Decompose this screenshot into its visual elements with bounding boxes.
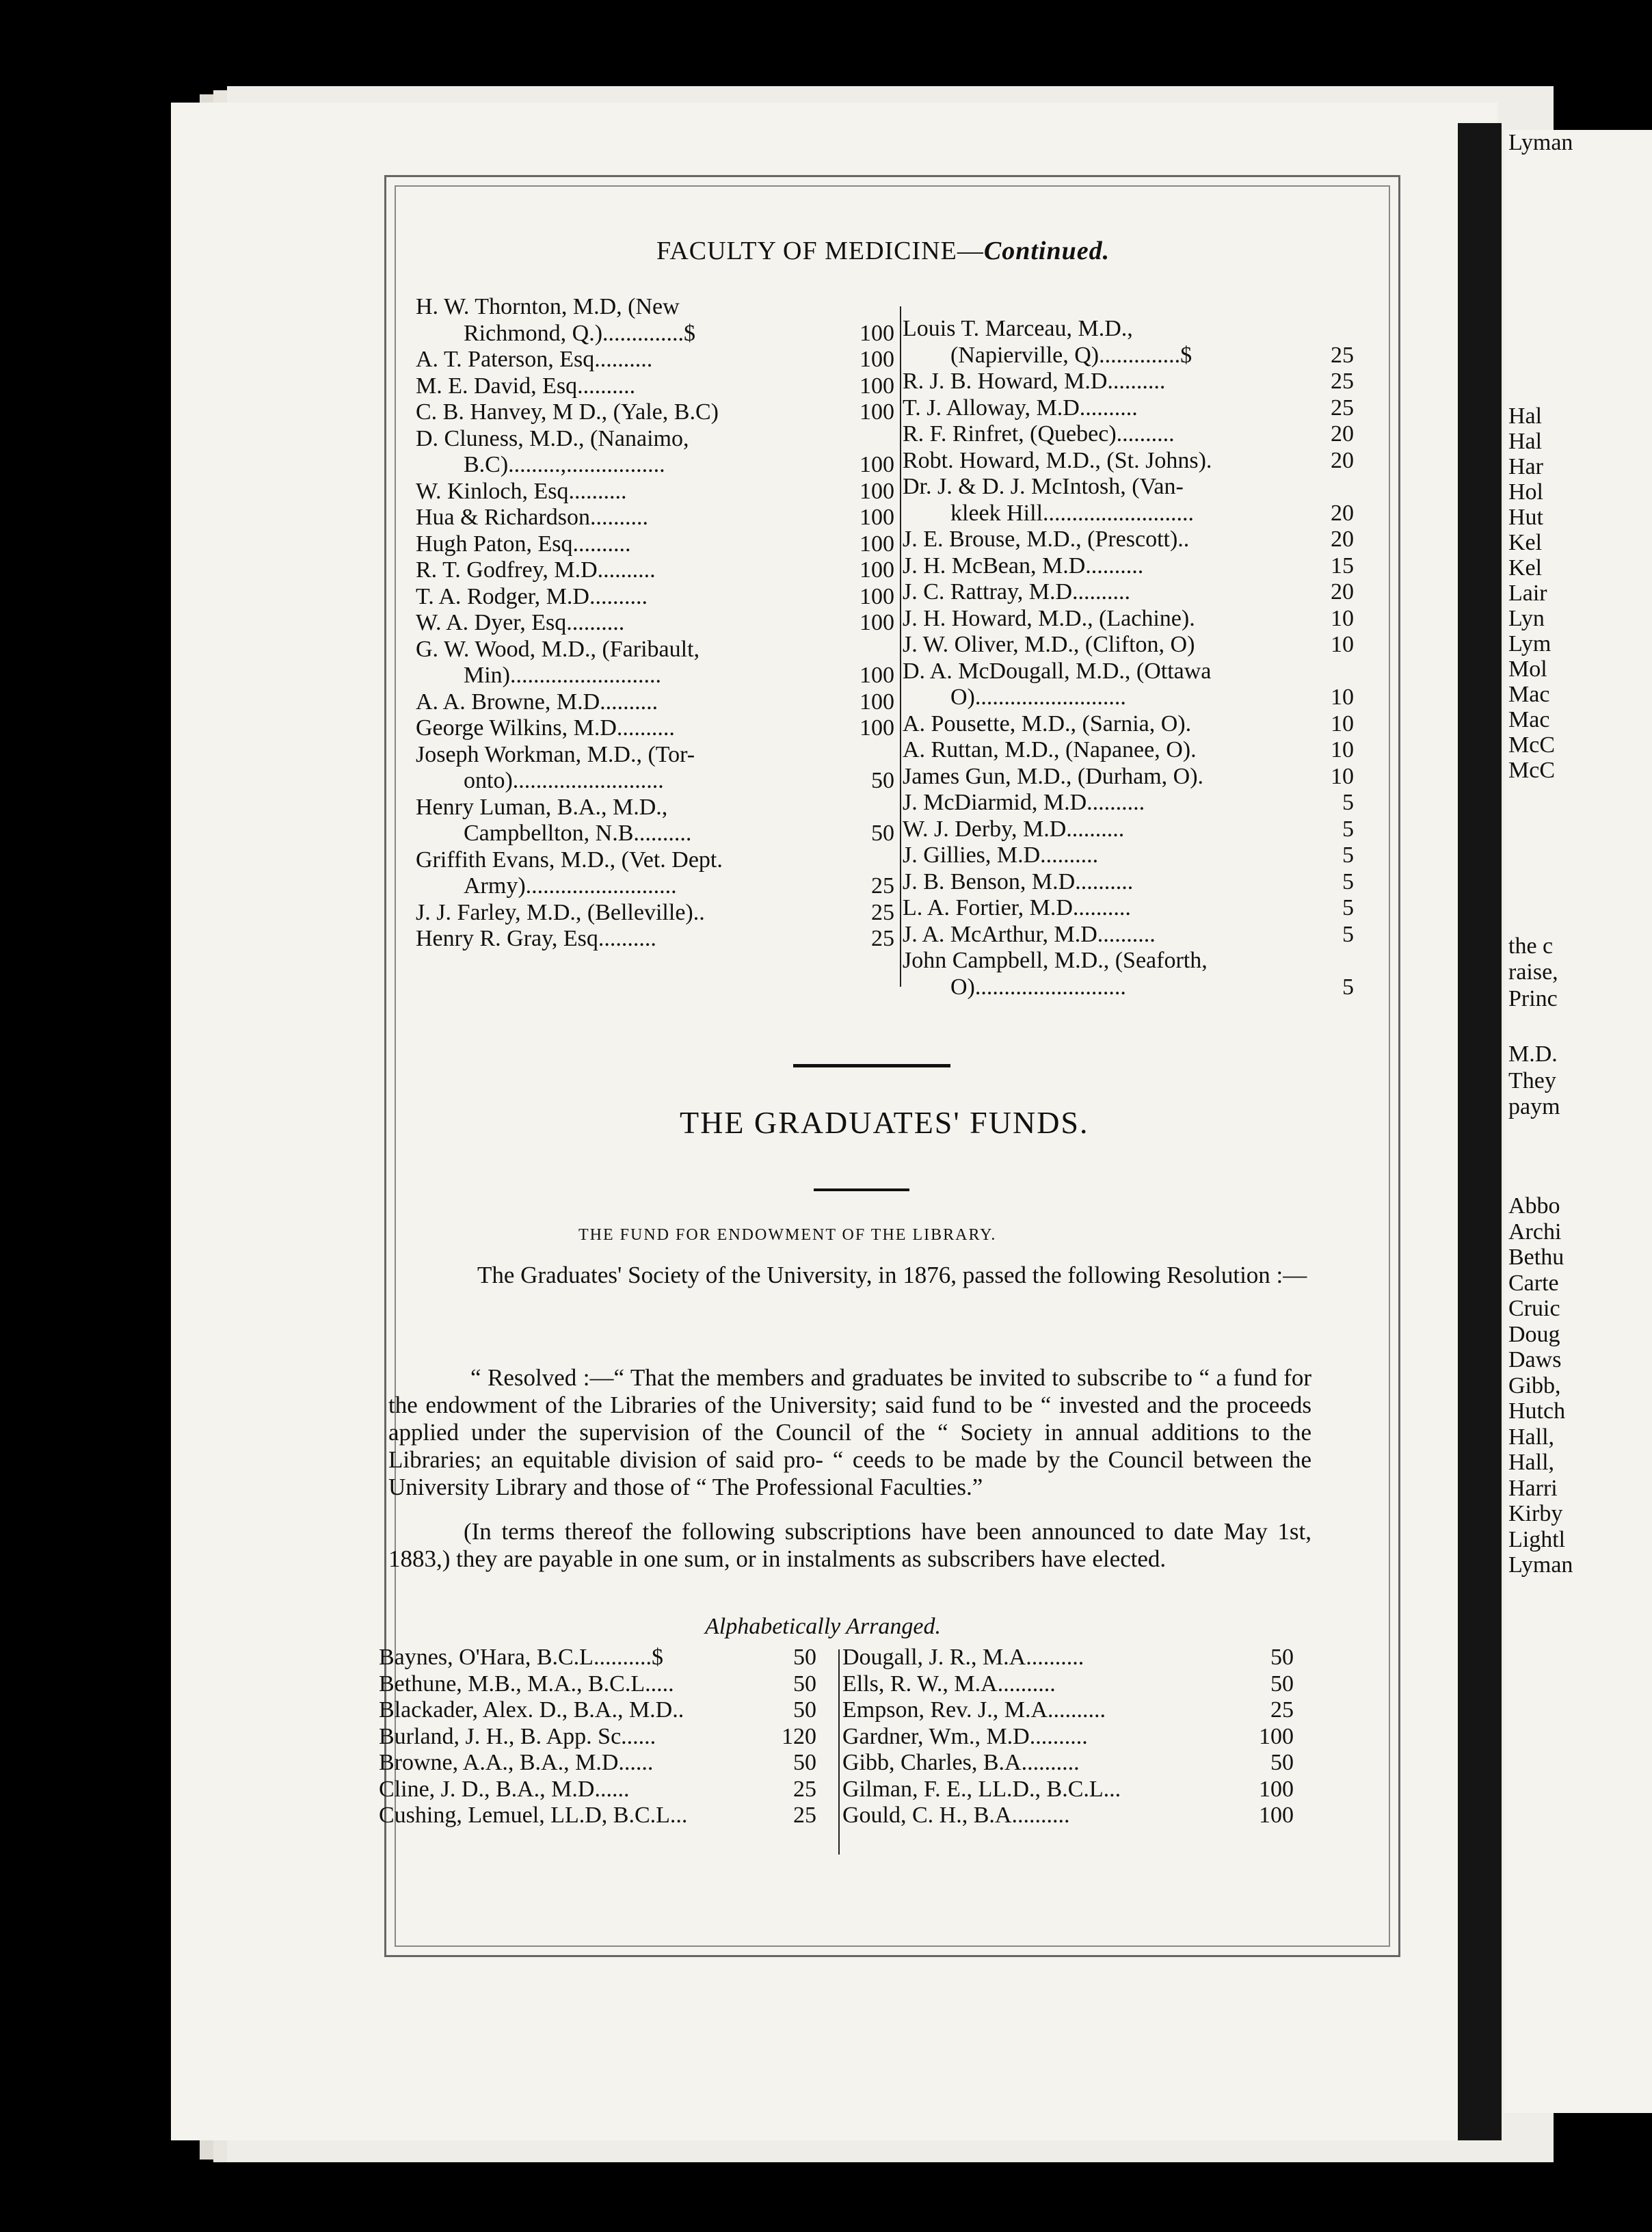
- entry-amount: 50: [793, 1645, 816, 1670]
- list-item: [903, 316, 1354, 343]
- entry-name: Cline, J. D., B.A., M.D......: [379, 1776, 630, 1802]
- entry-name: onto)..........................: [464, 768, 664, 793]
- entry-name: W. A. Dyer, Esq..........: [416, 610, 625, 635]
- entry-name: J. W. Oliver, M.D., (Clifton, O): [903, 632, 1195, 657]
- adjacent-text-fragment: Hal: [1508, 429, 1543, 454]
- entry-amount: 10: [1331, 632, 1354, 657]
- adjacent-text-fragment: Archi: [1508, 1219, 1562, 1245]
- subscription-divider: [838, 1649, 840, 1855]
- list-item: [903, 790, 1354, 816]
- entry-name: Min)..........................: [464, 663, 661, 688]
- adjacent-text-fragment: Hal: [1508, 403, 1543, 429]
- entry-name: George Wilkins, M.D..........: [416, 715, 675, 741]
- adjacent-text-fragment: Har: [1508, 454, 1543, 479]
- list-item: [416, 900, 894, 927]
- entry-amount: 50: [1270, 1750, 1294, 1775]
- adjacent-text-fragment: Hall,: [1508, 1450, 1555, 1475]
- entry-amount: 100: [860, 373, 894, 399]
- entry-amount: 20: [1331, 527, 1354, 552]
- adjacent-text-fragment: Princ: [1508, 986, 1558, 1011]
- list-item: [379, 1645, 816, 1671]
- entry-amount: 100: [860, 663, 894, 688]
- entry-name: J. C. Rattray, M.D..........: [903, 579, 1131, 604]
- list-item: [842, 1671, 1294, 1698]
- adjacent-text-fragment: Carte: [1508, 1270, 1559, 1296]
- entry-name: Joseph Workman, M.D., (Tor-: [416, 741, 695, 767]
- entry-amount: 100: [860, 557, 894, 583]
- adjacent-text-fragment: Abbo: [1508, 1193, 1560, 1219]
- entry-name: J. H. Howard, M.D., (Lachine).: [903, 605, 1195, 631]
- list-item: [903, 395, 1354, 422]
- entry-amount: 15: [1331, 553, 1354, 579]
- adjacent-text-fragment: Mol: [1508, 656, 1547, 682]
- entry-name: Hugh Paton, Esq..........: [416, 531, 631, 557]
- list-item: [903, 343, 1354, 369]
- entry-name: J. B. Benson, M.D..........: [903, 868, 1134, 894]
- heading-main: FACULTY OF MEDICINE—: [656, 237, 984, 265]
- list-item: [416, 663, 894, 689]
- entry-amount: 100: [1259, 1776, 1294, 1802]
- entry-amount: 50: [793, 1750, 816, 1775]
- adjacent-text-fragment: Lyman: [1508, 1552, 1573, 1578]
- entry-name: Griffith Evans, M.D., (Vet. Dept.: [416, 847, 723, 873]
- list-item: [416, 821, 894, 847]
- entry-name: T. J. Alloway, M.D..........: [903, 395, 1138, 421]
- entry-name: Empson, Rev. J., M.A..........: [842, 1697, 1106, 1723]
- list-item: [842, 1750, 1294, 1777]
- list-item: [903, 869, 1354, 896]
- entry-name: Campbellton, N.B..........: [464, 821, 692, 846]
- list-item: [416, 557, 894, 584]
- list-item: [379, 1750, 816, 1777]
- list-item: [842, 1724, 1294, 1751]
- entry-name: H. W. Thornton, M.D, (New: [416, 294, 680, 319]
- entry-amount: 50: [871, 768, 894, 793]
- list-item: [903, 711, 1354, 738]
- entry-amount: 25: [793, 1776, 816, 1802]
- list-item: [842, 1697, 1294, 1724]
- entry-amount: 10: [1331, 710, 1354, 736]
- adjacent-text-fragment: They: [1508, 1068, 1556, 1093]
- alphabetical-heading: Alphabetically Arranged.: [705, 1614, 941, 1639]
- entry-amount: 25: [1331, 342, 1354, 368]
- entry-amount: 25: [871, 873, 894, 899]
- entry-amount: 100: [860, 399, 894, 425]
- entry-name: (Napierville, Q)..............$: [950, 342, 1193, 368]
- list-item: [903, 448, 1354, 475]
- adjacent-text-fragment: Kel: [1508, 530, 1543, 555]
- entry-amount: 50: [1270, 1671, 1294, 1697]
- list-item: [903, 579, 1354, 606]
- entry-amount: 100: [1259, 1723, 1294, 1749]
- entry-amount: 25: [1331, 395, 1354, 421]
- subscription-list-left: [379, 1645, 816, 1829]
- entry-name: R. F. Rinfret, (Quebec)..........: [903, 421, 1175, 447]
- list-item: [379, 1697, 816, 1724]
- entry-amount: 20: [1331, 500, 1354, 526]
- entry-name: R. J. B. Howard, M.D..........: [903, 369, 1166, 394]
- entry-name: W. J. Derby, M.D..........: [903, 816, 1125, 842]
- adjacent-text-fragment: Doug: [1508, 1321, 1560, 1347]
- fund-subtitle: THE FUND FOR ENDOWMENT OF THE LIBRARY.: [578, 1226, 997, 1244]
- entry-name: kleek Hill..........................: [950, 500, 1195, 526]
- adjacent-text-fragment: McC: [1508, 732, 1555, 758]
- entry-name: J. E. Brouse, M.D., (Prescott)..: [903, 527, 1190, 552]
- entry-amount: 10: [1331, 737, 1354, 762]
- entry-name: M. E. David, Esq..........: [416, 373, 636, 399]
- adjacent-text-fragment: Lair: [1508, 581, 1547, 606]
- adjacent-text-fragment: Harri: [1508, 1475, 1558, 1501]
- entry-name: D. Cluness, M.D., (Nanaimo,: [416, 425, 689, 451]
- entry-name: J. J. Farley, M.D., (Belleville)..: [416, 899, 705, 925]
- list-item: [903, 764, 1354, 790]
- entry-amount: 5: [1342, 974, 1354, 1000]
- entry-name: G. W. Wood, M.D., (Faribault,: [416, 636, 700, 662]
- entry-name: Burland, J. H., B. App. Sc......: [379, 1723, 656, 1749]
- list-item: [379, 1803, 816, 1829]
- entry-amount: 5: [1342, 921, 1354, 947]
- list-item: [903, 948, 1354, 974]
- adjacent-text-fragment: Cruic: [1508, 1296, 1560, 1321]
- entry-name: James Gun, M.D., (Durham, O).: [903, 763, 1204, 789]
- list-item: [416, 373, 894, 400]
- entry-amount: 20: [1331, 447, 1354, 473]
- list-item: [903, 659, 1354, 685]
- entry-name: Blackader, Alex. D., B.A., M.D..: [379, 1697, 684, 1723]
- donor-list-left: [416, 294, 894, 953]
- entry-name: B.C).........,.................: [464, 452, 665, 477]
- entry-name: A. T. Paterson, Esq..........: [416, 347, 653, 372]
- list-item: [416, 479, 894, 505]
- book-gutter: [1458, 123, 1502, 2140]
- heading-continued: Continued.: [983, 237, 1110, 265]
- entry-amount: 50: [1270, 1645, 1294, 1670]
- list-item: [903, 842, 1354, 869]
- adjacent-text-fragment: Bethu: [1508, 1245, 1564, 1270]
- entry-name: Gould, C. H., B.A..........: [842, 1803, 1070, 1828]
- adjacent-text-fragment: Hall,: [1508, 1424, 1555, 1450]
- adjacent-text-fragment: Hut: [1508, 505, 1543, 530]
- entry-amount: 100: [1259, 1803, 1294, 1828]
- adjacent-text-fragment: Lightl: [1508, 1526, 1566, 1552]
- entry-name: Henry Luman, B.A., M.D.,: [416, 794, 668, 820]
- entry-name: J. McDiarmid, M.D..........: [903, 790, 1145, 815]
- adjacent-text-fragment: Hol: [1508, 479, 1543, 505]
- adjacent-text-fragment: Kirby: [1508, 1501, 1563, 1526]
- entry-amount: 25: [1331, 369, 1354, 394]
- entry-name: Gardner, Wm., M.D..........: [842, 1723, 1088, 1749]
- list-item: [416, 926, 894, 953]
- list-item: [903, 974, 1354, 1001]
- terms-paragraph: (In terms thereof the following subscriptions have been announced to date May 1st, 1883,) they are payable in one sum, or in instalments as subscribers have elected.: [388, 1518, 1311, 1572]
- list-item: [416, 531, 894, 558]
- list-item: [842, 1645, 1294, 1671]
- list-item: [903, 606, 1354, 633]
- entry-amount: 100: [860, 610, 894, 635]
- entry-name: A. Pousette, M.D., (Sarnia, O).: [903, 710, 1192, 736]
- entry-amount: 25: [871, 899, 894, 925]
- adjacent-text-fragment: Hutch: [1508, 1398, 1566, 1424]
- adjacent-text-fragment: M.D.: [1508, 1041, 1558, 1067]
- entry-name: Louis T. Marceau, M.D.,: [903, 316, 1133, 341]
- list-item: [416, 294, 894, 321]
- resolution-paragraph: “ Resolved :—“ That the members and graduates be invited to subscribe to “ a fund for the endowment of the Libraries of the University; said fund to be “ invested and the proceeds applied under the supervision of the Council of the “ Society in annual additions to the Libraries; an equitable division of said pro- “ ceeds to be made by the Council between the University Library and those of “ The Professional Faculties.”: [388, 1364, 1311, 1500]
- subscription-list-right: [842, 1645, 1294, 1829]
- list-item: [903, 922, 1354, 948]
- entry-name: Cushing, Lemuel, LL.D, B.C.L...: [379, 1803, 688, 1828]
- list-item: [903, 527, 1354, 553]
- list-item: [416, 795, 894, 821]
- entry-name: Henry R. Gray, Esq..........: [416, 926, 656, 951]
- title-rule: [814, 1188, 909, 1191]
- adjacent-text-fragment: Mac: [1508, 682, 1550, 707]
- adjacent-text-fragment: the c: [1508, 933, 1554, 959]
- list-item: [416, 610, 894, 637]
- list-item: [842, 1803, 1294, 1829]
- list-item: [416, 689, 894, 716]
- list-item: [416, 637, 894, 663]
- entry-name: J. H. McBean, M.D..........: [903, 553, 1144, 579]
- column-divider: [900, 306, 901, 987]
- entry-amount: 100: [860, 583, 894, 609]
- intro-paragraph: The Graduates' Society of the University, in 1876, passed the following Resolution :—: [477, 1262, 1307, 1288]
- entry-name: O)..........................: [950, 974, 1126, 1000]
- entry-amount: 50: [871, 821, 894, 846]
- entry-name: Richmond, Q.)..............$: [464, 320, 696, 346]
- adjacent-text-fragment: Kel: [1508, 555, 1543, 581]
- entry-amount: 5: [1342, 895, 1354, 920]
- list-item: [903, 474, 1354, 501]
- entry-amount: 10: [1331, 763, 1354, 789]
- entry-amount: 5: [1342, 868, 1354, 894]
- entry-name: Bethune, M.B., M.A., B.C.L.....: [379, 1671, 674, 1697]
- section-title: THE GRADUATES' FUNDS.: [680, 1105, 1089, 1140]
- entry-name: C. B. Hanvey, M D., (Yale, B.C): [416, 399, 719, 425]
- entry-amount: 20: [1331, 421, 1354, 447]
- list-item: [416, 426, 894, 453]
- entry-name: T. A. Rodger, M.D..........: [416, 583, 648, 609]
- adjacent-text-fragment: Daws: [1508, 1347, 1562, 1372]
- entry-name: Dr. J. & D. J. McIntosh, (Van-: [903, 474, 1184, 499]
- list-item: [903, 369, 1354, 395]
- entry-name: Browne, A.A., B.A., M.D......: [379, 1750, 654, 1775]
- entry-amount: 5: [1342, 816, 1354, 842]
- entry-amount: 10: [1331, 605, 1354, 631]
- adjacent-text-fragment: Mac: [1508, 707, 1550, 732]
- list-item: [416, 768, 894, 795]
- entry-name: Gilman, F. E., LL.D., B.C.L...: [842, 1776, 1121, 1802]
- list-item: [842, 1777, 1294, 1803]
- entry-name: Ells, R. W., M.A..........: [842, 1671, 1056, 1697]
- entry-name: W. Kinloch, Esq..........: [416, 478, 627, 504]
- list-item: [416, 584, 894, 611]
- entry-amount: 20: [1331, 579, 1354, 604]
- entry-amount: 100: [860, 347, 894, 372]
- donor-list-right: [903, 316, 1354, 1000]
- list-item: [416, 505, 894, 531]
- entry-name: Baynes, O'Hara, B.C.L..........$: [379, 1645, 663, 1670]
- list-item: [416, 715, 894, 742]
- section-rule: [793, 1064, 950, 1067]
- entry-amount: 5: [1342, 842, 1354, 868]
- list-item: [416, 742, 894, 769]
- list-item: [379, 1724, 816, 1751]
- entry-name: Dougall, J. R., M.A..........: [842, 1645, 1084, 1670]
- entry-amount: 100: [860, 689, 894, 715]
- entry-name: Army)..........................: [464, 873, 677, 899]
- entry-amount: 100: [860, 452, 894, 477]
- entry-amount: 100: [860, 320, 894, 346]
- entry-name: Robt. Howard, M.D., (St. Johns).: [903, 447, 1212, 473]
- entry-name: J. A. McArthur, M.D..........: [903, 921, 1156, 947]
- entry-name: A. A. Browne, M.D..........: [416, 689, 658, 715]
- adjacent-text-fragment: Gibb,: [1508, 1372, 1561, 1398]
- entry-amount: 25: [1270, 1697, 1294, 1723]
- entry-amount: 25: [871, 926, 894, 951]
- list-item: [416, 847, 894, 874]
- entry-name: L. A. Fortier, M.D..........: [903, 895, 1131, 920]
- list-item: [903, 553, 1354, 580]
- entry-name: Hua & Richardson..........: [416, 505, 648, 530]
- entry-name: R. T. Godfrey, M.D..........: [416, 557, 656, 583]
- adjacent-text-fragment: Lyman: [1508, 130, 1573, 155]
- list-item: [416, 452, 894, 479]
- entry-name: O)..........................: [950, 685, 1126, 710]
- entry-name: D. A. McDougall, M.D., (Ottawa: [903, 658, 1212, 684]
- list-item: [903, 632, 1354, 659]
- page-heading: [656, 236, 1110, 266]
- adjacent-page: [1504, 130, 1652, 2113]
- adjacent-text-fragment: McC: [1508, 758, 1555, 783]
- entry-amount: 5: [1342, 790, 1354, 815]
- entry-name: J. Gillies, M.D..........: [903, 842, 1099, 868]
- entry-amount: 50: [793, 1671, 816, 1697]
- adjacent-text-fragment: Lym: [1508, 631, 1551, 656]
- entry-name: John Campbell, M.D., (Seaforth,: [903, 948, 1208, 973]
- list-item: [416, 347, 894, 373]
- list-item: [903, 737, 1354, 764]
- list-item: [903, 816, 1354, 843]
- adjacent-text-fragment: paym: [1508, 1094, 1560, 1119]
- entry-amount: 100: [860, 505, 894, 530]
- entry-amount: 100: [860, 715, 894, 741]
- entry-amount: 100: [860, 531, 894, 557]
- entry-name: A. Ruttan, M.D., (Napanee, O).: [903, 737, 1197, 762]
- list-item: [416, 321, 894, 347]
- list-item: [379, 1777, 816, 1803]
- list-item: [903, 421, 1354, 448]
- list-item: [903, 501, 1354, 527]
- entry-amount: 10: [1331, 685, 1354, 710]
- list-item: [416, 873, 894, 900]
- entry-amount: 120: [782, 1723, 816, 1749]
- entry-amount: 50: [793, 1697, 816, 1723]
- list-item: [903, 685, 1354, 711]
- list-item: [416, 399, 894, 426]
- list-item: [903, 895, 1354, 922]
- entry-amount: 100: [860, 478, 894, 504]
- entry-name: Gibb, Charles, B.A..........: [842, 1750, 1080, 1775]
- adjacent-text-fragment: Lyn: [1508, 606, 1545, 631]
- list-item: [379, 1671, 816, 1698]
- entry-amount: 25: [793, 1803, 816, 1828]
- adjacent-text-fragment: raise,: [1508, 959, 1558, 985]
